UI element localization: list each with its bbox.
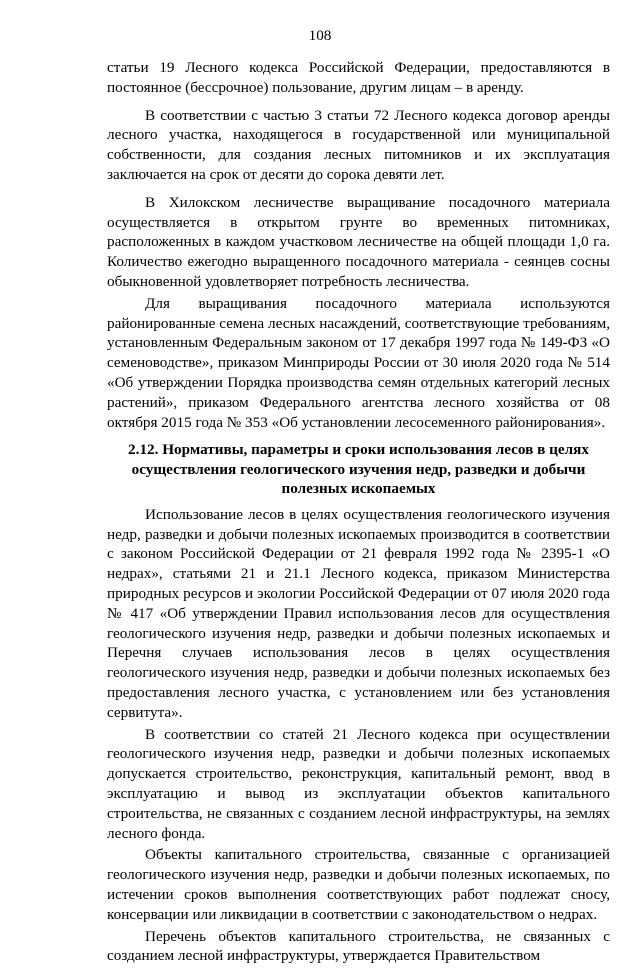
paragraph-seeds: Для выращивания посадочного материала используются районированные семена лесных насаждений, соответствующие требованиям, установленным Федеральным законом от 17 декабря 1997 года № 149-ФЗ «О семеноводстве», приказом Минприроды России от 30 июля 2020 года № 514 «Об утверждении Порядка производства семян отдельных категорий лесных растений», приказом Федерального агентства лесного хозяйства от 08 октября 2015 года № 353 «Об установлении лесосеменного районирования». bbox=[107, 294, 610, 431]
page-number: 108 bbox=[308, 27, 332, 44]
paragraph-geology-usage: Использование лесов в целях осуществления геологического изучения недр, разведки и добычи полезных ископаемых производится в соответствии с законом Российской Федерации от 21 февраля 1992 года № 2395-1 «О недрах», статьями 21 и 21.1 Лесного кодекса, приказом Министерства природных ресурсов и экологии Российской Федерации от 07 июля 2020 года № 417 «Об утверждении Правил использования лесов для осуществления геологического изучения недр, разведки и добычи полезных ископаемых и Перечня случаев использования лесов в целях осуществления геологического изучения недр, разведки и добычи полезных ископаемых без предоставления лесного участка, с установлением или без установления сервитута». bbox=[107, 505, 610, 721]
section-heading: 2.12. Нормативы, параметры и сроки использования лесов в целях осуществления геологического изучения недр, разведки и добычи полезных ископаемых bbox=[128, 441, 589, 498]
paragraph-construction: В соответствии со статей 21 Лесного кодекса при осуществлении геологического изучения недр, разведки и добычи полезных ископаемых допускается строительство, реконструкция, капитальный ремонт, ввод в эксплуатацию и вывод из эксплуатации объектов капитального строительства, не связанных с созданием лесной инфраструктуры, на землях лесного фонда. bbox=[107, 725, 610, 842]
paragraph-nurseries: В Хилокском лесничестве выращивание посадочного материала осуществляется в открытом грунте во временных питомниках, расположенных в каждом участковом лесничестве на общей площади 1,0 га. Количество ежегодно выращенного посадочного материала - сеянцев сосны обыкновенной удовлетворяет потребность лесничества. bbox=[107, 193, 610, 290]
paragraph-continuation: статьи 19 Лесного кодекса Российской Федерации, предоставляются в постоянное (бессрочное) пользование, другим лицам – в аренду. bbox=[107, 59, 610, 96]
page-content bbox=[107, 58, 610, 974]
paragraph-object-list: Перечень объектов капитального строительства, не связанных с созданием лесной инфраструктуры, утверждается Правительством bbox=[107, 927, 610, 965]
paragraph-lease-term: В соответствии с частью 3 статьи 72 Лесного кодекса договор аренды лесного участка, находящегося в государственной или муниципальной собственности, для создания лесных питомников и их эксплуатация заключается на срок от десяти до сорока девяти лет. bbox=[107, 106, 610, 183]
paragraph-demolition: Объекты капитального строительства, связанные с организацией геологического изучения недр, разведки и добычи полезных ископаемых, по истечении сроков выполнения соответствующих работ подлежат сносу, консервации или ликвидации в соответствии с законодательством о недрах. bbox=[107, 846, 610, 923]
